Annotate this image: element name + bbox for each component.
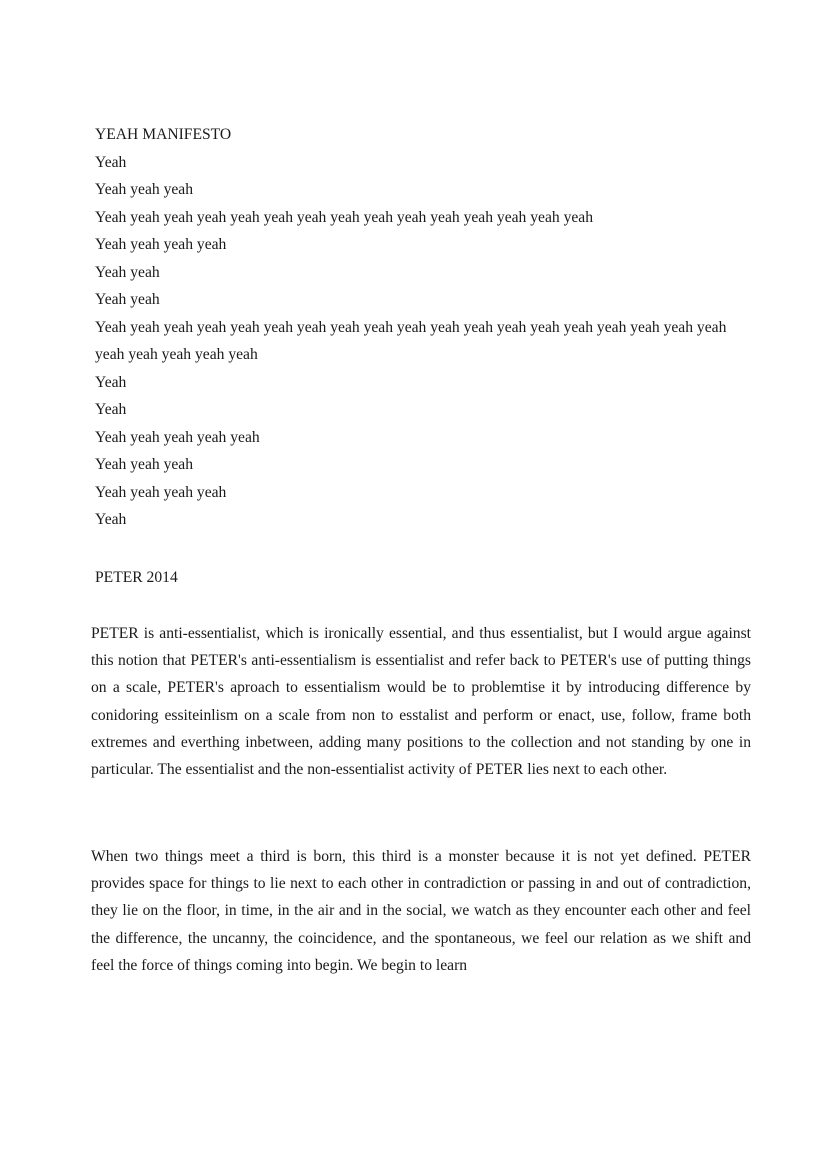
- manifesto-line: Yeah yeah yeah yeah yeah yeah yeah yeah yeah yeah yeah yeah yeah yeah yeah yeah yeah yeah yeah yeah yeah yeah yeah yeah: [95, 318, 727, 363]
- manifesto-line: Yeah yeah yeah yeah: [95, 236, 227, 253]
- manifesto-title: YEAH MANIFESTO: [95, 126, 232, 143]
- manifesto-line: Yeah yeah: [95, 263, 160, 281]
- body-paragraph: PETER is anti-essentialist, which is ironically essential, and thus essentialist, but I would argue against this notion that PETER's anti-essentialism is essentialist and refer back to PETER's use of putting things on a scale, PETER's aproach to essentialism would be to problemtise it by introducing difference by conidoring essiteinlism on a scale from non to esstalist and perform or enact, use, follow, frame both extremes and everthing inbetween, adding many positions to the collection and not standing by one in particular. The essentialist and the non-essentialist activity of PETER lies next to each other.: [91, 625, 751, 779]
- manifesto-line: Yeah yeah yeah yeah yeah: [95, 428, 260, 446]
- manifesto-line: Yeah yeah yeah yeah: [95, 483, 227, 501]
- manifesto-line: Yeah: [95, 511, 127, 528]
- credit-line: PETER 2014: [95, 569, 178, 586]
- manifesto-line: Yeah yeah: [95, 291, 160, 308]
- manifesto-line: Yeah yeah yeah: [95, 456, 194, 473]
- manifesto-block: [95, 121, 755, 534]
- manifesto-line: Yeah: [95, 401, 127, 418]
- manifesto-line: Yeah yeah yeah yeah yeah yeah yeah yeah yeah yeah yeah yeah yeah yeah yeah: [95, 208, 594, 226]
- manifesto-line: Yeah: [95, 153, 127, 171]
- manifesto-line: Yeah: [95, 373, 127, 391]
- body-paragraph: When two things meet a third is born, this third is a monster because it is not yet defined. PETER provides space for things to lie next to each other in contradiction or passing in and out of contradiction, they lie on the floor, in time, in the air and in the social, we watch as they encounter each other and feel the difference, the uncanny, the coincidence, and the spontaneous, we feel our relation as we shift and feel the force of things coming into begin. We begin to learn: [91, 848, 751, 974]
- manifesto-line: Yeah yeah yeah: [95, 181, 194, 198]
